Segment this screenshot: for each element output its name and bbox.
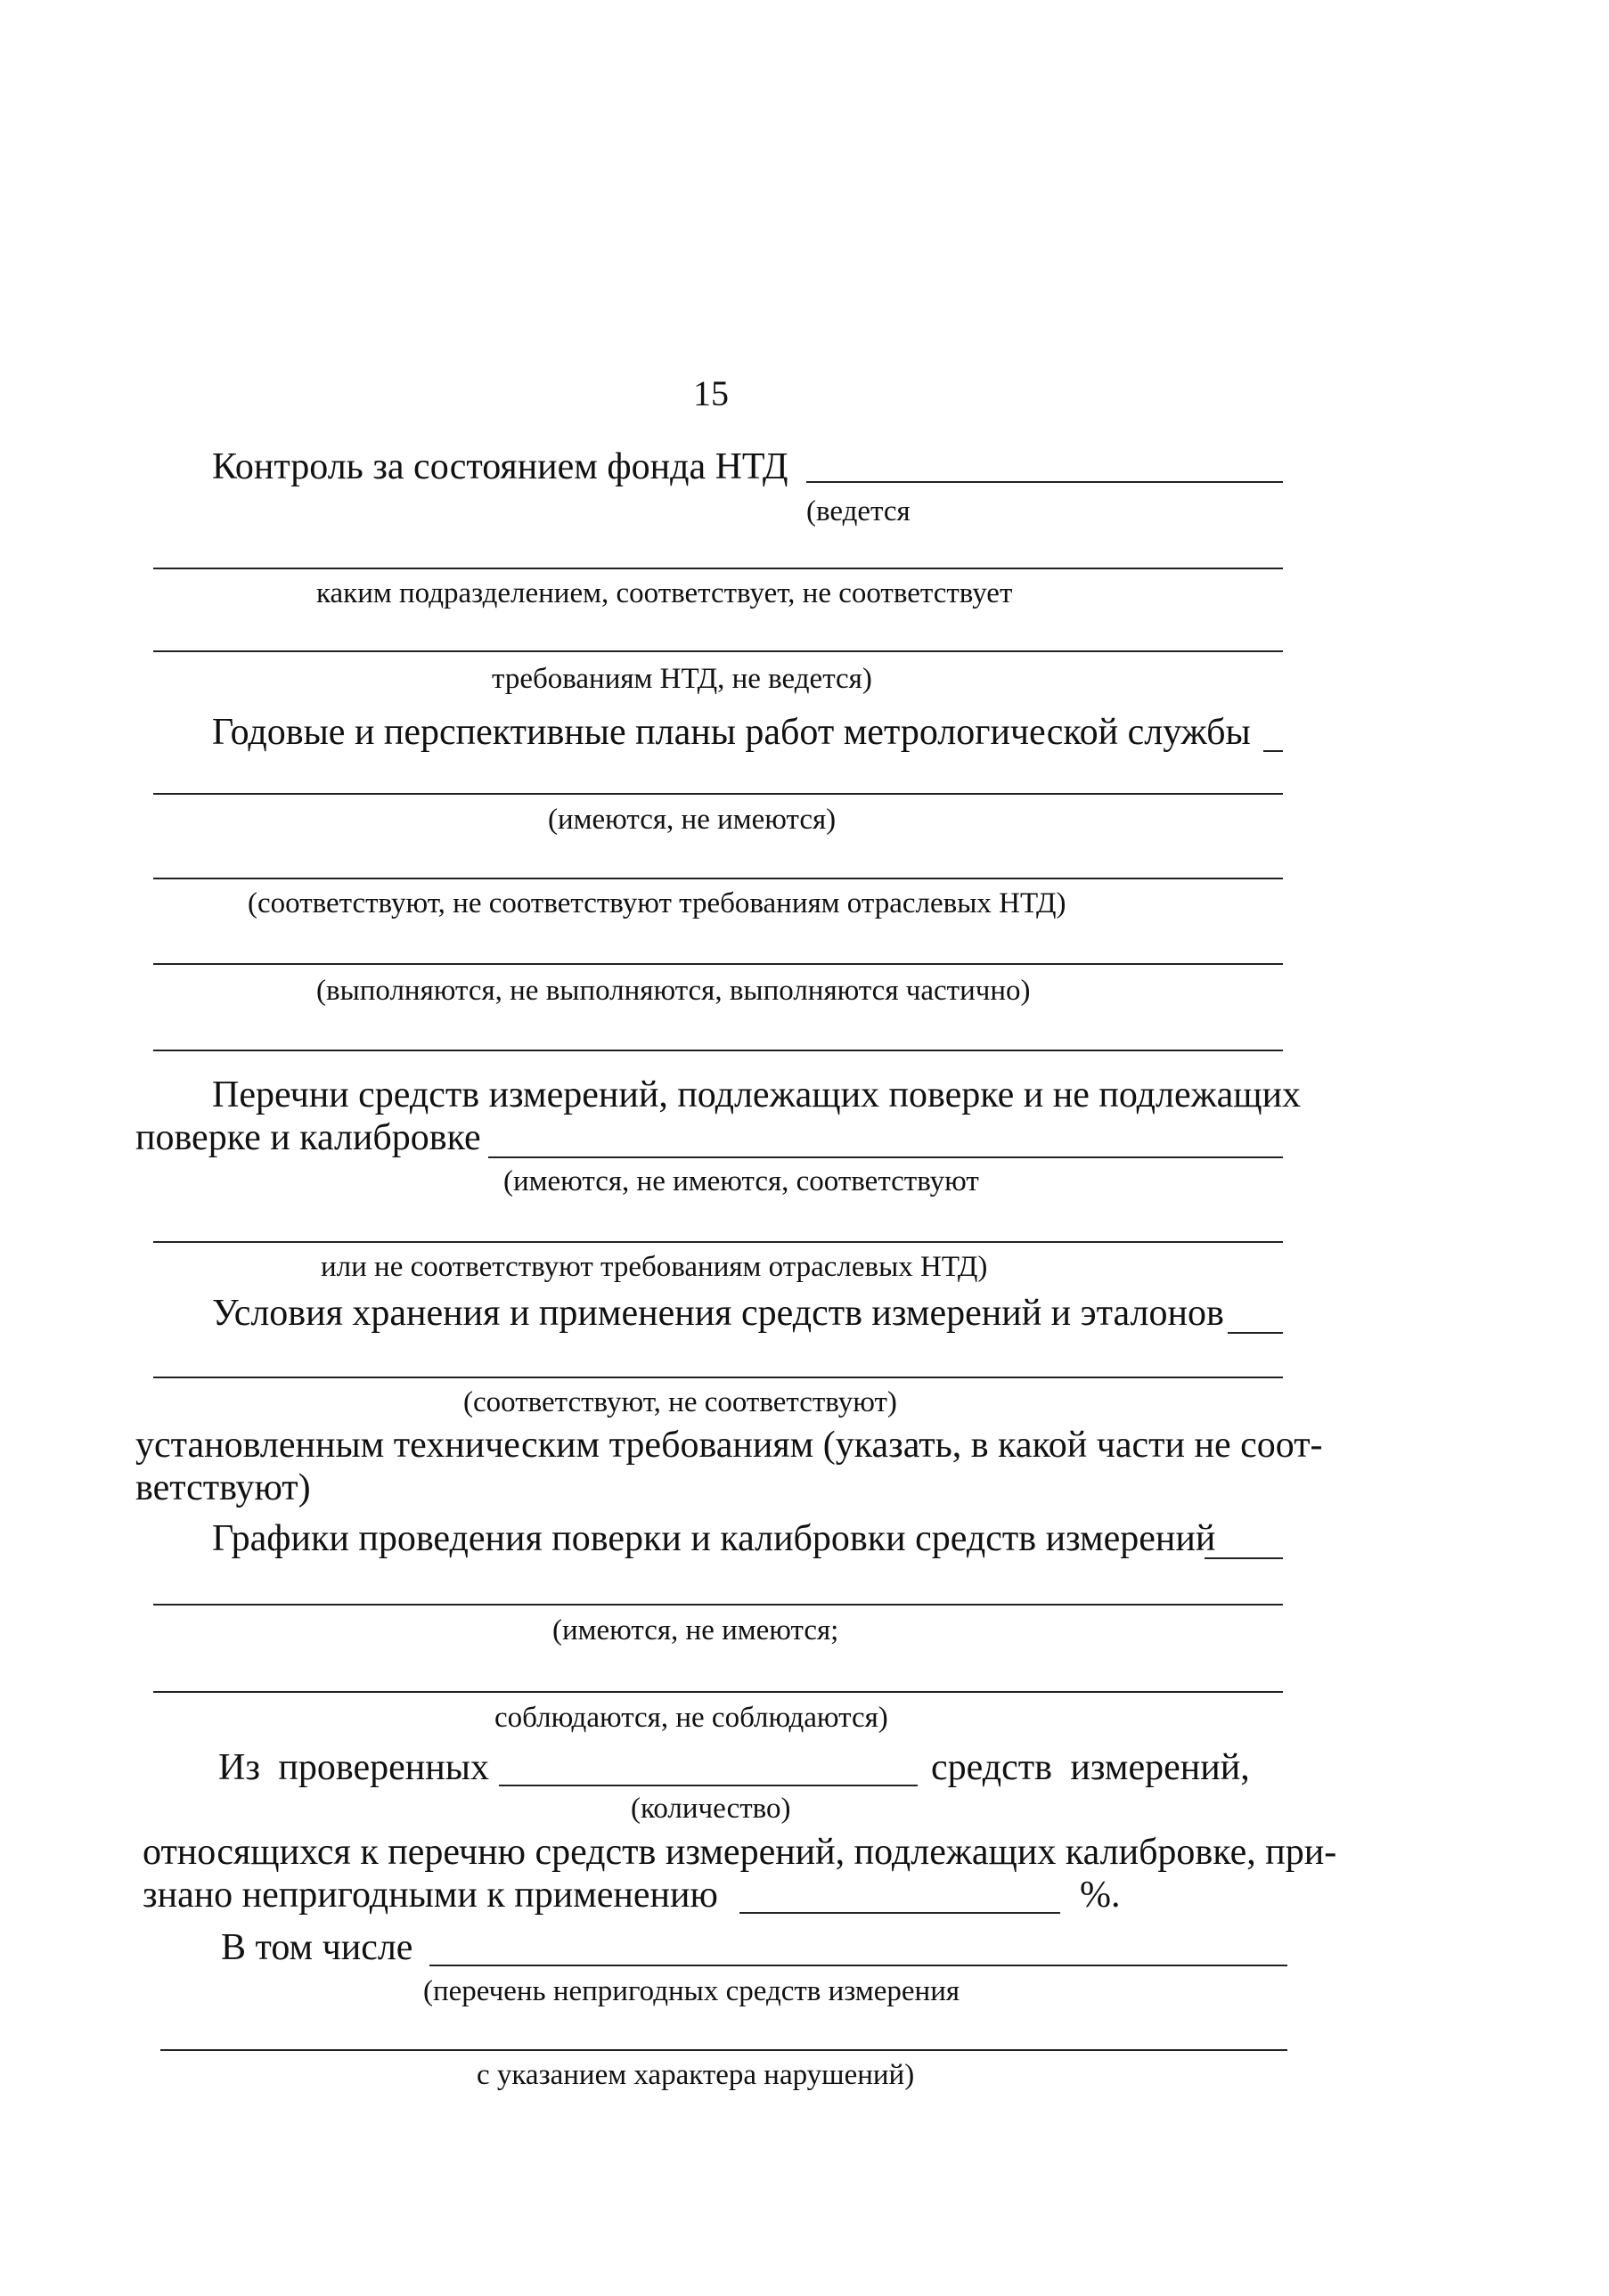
storage-line-2: установленным техническим требованиям (указать, в какой части не соот-	[135, 1425, 1323, 1466]
including-field[interactable]	[429, 1965, 1287, 1966]
lists-field[interactable]	[488, 1156, 1283, 1158]
checked-line-3-left: знано непригодными к применению	[143, 1875, 718, 1916]
plans-label: Годовые и перспективные планы работ метрологической службы	[212, 712, 1251, 753]
checked-line-3-right: %.	[1080, 1875, 1121, 1916]
lists-line-2: поверке и калибровке	[135, 1117, 481, 1158]
checked-percent-field[interactable]	[739, 1912, 1060, 1914]
schedules-caption-1: (имеются, не имеются;	[552, 1614, 839, 1646]
ntd-control-label: Контроль за состоянием фонда НТД	[212, 446, 788, 487]
plans-line-2[interactable]	[153, 878, 1283, 879]
schedules-field[interactable]	[1205, 1557, 1283, 1559]
storage-line-1[interactable]	[153, 1377, 1283, 1378]
storage-line-3: ветствуют)	[135, 1467, 311, 1508]
checked-quantity-field[interactable]	[499, 1785, 918, 1786]
plans-line-1[interactable]	[153, 793, 1283, 795]
plans-field[interactable]	[1263, 750, 1283, 752]
storage-label: Условия хранения и применения средств измерений и эталонов	[212, 1293, 1224, 1334]
lists-caption-2: или не соответствуют требованиям отраслевых НТД)	[321, 1251, 988, 1283]
lists-line-3[interactable]	[153, 1241, 1283, 1243]
plans-caption-3: (выполняются, не выполняются, выполняются частично)	[316, 975, 1031, 1007]
ntd-caption-2: каким подразделением, соответствует, не соответствует	[316, 577, 1013, 609]
lists-caption-1: (имеются, не имеются, соответствуют	[503, 1165, 979, 1197]
page-number: 15	[693, 373, 729, 413]
ntd-control-field[interactable]	[806, 481, 1283, 483]
schedules-line-1[interactable]	[153, 1604, 1283, 1606]
including-caption-1: (перечень непригодных средств измерения	[423, 1975, 960, 2007]
ntd-line-2[interactable]	[153, 568, 1283, 569]
checked-label-left: Из проверенных	[218, 1747, 489, 1788]
storage-caption-1: (соответствуют, не соответствуют)	[463, 1386, 897, 1418]
lists-line-1: Перечни средств измерений, подлежащих поверке и не подлежащих	[212, 1074, 1302, 1115]
checked-caption-1: (количество)	[631, 1793, 791, 1825]
plans-line-4[interactable]	[153, 1050, 1283, 1051]
ntd-line-3[interactable]	[153, 650, 1283, 652]
including-line-2[interactable]	[160, 2049, 1287, 2051]
including-label: В том числе	[221, 1927, 413, 1968]
storage-field[interactable]	[1228, 1332, 1283, 1334]
plans-caption-2: (соответствуют, не соответствуют требованиям отраслевых НТД)	[248, 887, 1066, 919]
ntd-caption-1: (ведется	[806, 495, 911, 527]
plans-line-3[interactable]	[153, 963, 1283, 965]
plans-caption-1: (имеются, не имеются)	[548, 804, 837, 836]
checked-line-2: относящихся к перечню средств измерений, подлежащих калибровке, при-	[143, 1832, 1337, 1873]
schedules-line-2[interactable]	[153, 1691, 1283, 1693]
schedules-caption-2: соблюдаются, не соблюдаются)	[494, 1702, 888, 1734]
schedules-label: Графики проведения поверки и калибровки средств измерений	[212, 1518, 1216, 1559]
ntd-caption-3: требованиям НТД, не ведется)	[492, 663, 872, 695]
checked-label-right: средств измерений,	[931, 1747, 1250, 1788]
including-caption-2: с указанием характера нарушений)	[477, 2059, 915, 2091]
